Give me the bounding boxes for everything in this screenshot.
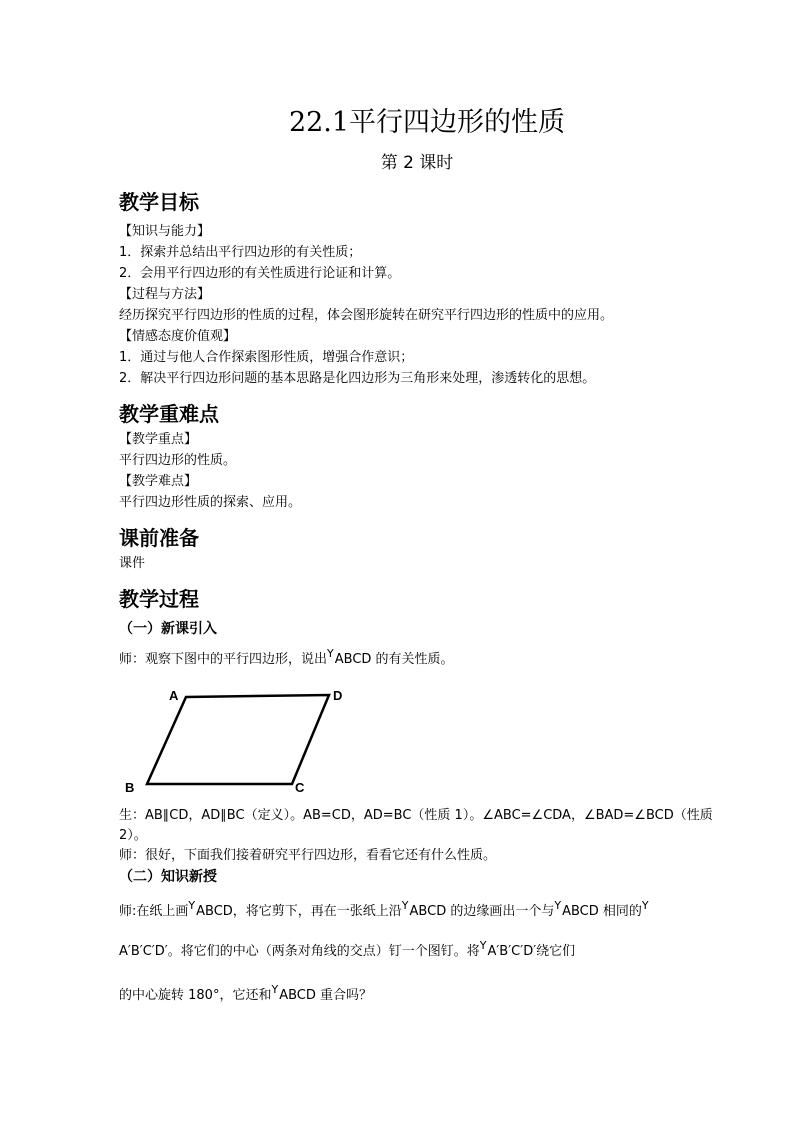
instruction-1-b: ABCD，将它剪下，再在一张纸上沿: [196, 904, 402, 919]
parallelogram-symbol: Y: [554, 899, 562, 912]
knowledge-heading: 【知识与能力】: [119, 224, 211, 239]
instruction-1-a: 师:在纸上画: [119, 904, 189, 919]
prep-text: 课件: [119, 556, 146, 571]
emotion-item-2: 2．解决平行四边形问题的基本思路是化四边形为三角形来处理，渗透转化的思想。: [119, 371, 596, 386]
parallelogram-shape: [147, 695, 329, 784]
difficulty-heading: 【教学难点】: [119, 474, 198, 489]
instruction-2-a: A′B′C′D′。将它们的中心（两条对角线的交点）钉一个图钉。将: [119, 944, 480, 959]
process-method-item: 经历探究平行四边形的性质的过程，体会图形旋转在研究平行四边形的性质中的应用。: [119, 308, 614, 323]
teacher-question-1: [119, 647, 454, 670]
teacher-instruction-line-2: [119, 939, 576, 962]
instruction-1-c: ABCD 的边缘画出一个与: [409, 904, 555, 919]
vertex-label-c: C: [295, 780, 305, 794]
parallelogram-symbol: Y: [188, 899, 196, 912]
objectives-heading: 教学目标: [119, 190, 199, 214]
parallelogram-symbol: Y: [327, 647, 334, 660]
student-answer-line-1: 生：AB∥CD，AD∥BC（定义）。AB=CD，AD=BC（性质 1）。∠ABC=∠CDA，∠BAD=∠BCD（性质: [119, 808, 713, 823]
student-answer-line-2: 2）。: [119, 828, 147, 843]
instruction-1-d: ABCD 相同的: [562, 904, 642, 919]
teacher-response: 师：很好，下面我们接着研究平行四边形，看看它还有什么性质。: [119, 848, 497, 863]
teacher-instruction-line-3: [119, 983, 372, 1006]
teacher-instruction-line-1: [119, 899, 650, 922]
page-title: 22.1平行四边形的性质: [288, 107, 566, 138]
focus-text: 平行四边形的性质。: [119, 453, 237, 468]
parallelogram-symbol: Y: [271, 983, 279, 996]
process-heading: 教学过程: [119, 587, 199, 611]
section-intro-heading: （一）新课引入: [119, 621, 217, 637]
process-method-heading: 【过程与方法】: [119, 287, 211, 302]
emotion-item-1: 1．通过与他人合作探索图形性质，增强合作意识；: [119, 350, 414, 365]
vertex-label-b: B: [125, 780, 135, 794]
difficulty-text: 平行四边形性质的探索、应用。: [119, 495, 302, 510]
teacher-question-1-b: ABCD 的有关性质。: [334, 652, 454, 667]
emotion-heading: 【情感态度价值观】: [119, 329, 237, 344]
focus-heading: 【教学重点】: [119, 432, 198, 447]
prep-heading: 课前准备: [119, 526, 199, 550]
knowledge-item-1: 1．探索并总结出平行四边形的有关性质；: [119, 245, 362, 260]
parallelogram-symbol: Y: [401, 899, 409, 912]
parallelogram-symbol: Y: [641, 899, 649, 912]
vertex-label-d: D: [333, 688, 343, 703]
parallelogram-symbol: Y: [479, 939, 487, 952]
vertex-label-a: A: [169, 688, 179, 703]
teacher-question-1-a: 师：观察下图中的平行四边形，说出: [119, 652, 328, 667]
keypoints-heading: 教学重难点: [119, 402, 219, 426]
section-new-knowledge-heading: （二）知识新授: [119, 869, 217, 885]
parallelogram-figure: [119, 684, 359, 794]
page-subtitle: 第 2 课时: [380, 153, 454, 173]
instruction-3-a: 的中心旋转 180°，它还和: [119, 988, 272, 1003]
instruction-3-b: ABCD 重合吗？: [279, 988, 372, 1003]
instruction-2-b: A′B′C′D′绕它们: [487, 944, 576, 959]
knowledge-item-2: 2．会用平行四边形的有关性质进行论证和计算。: [119, 266, 401, 281]
